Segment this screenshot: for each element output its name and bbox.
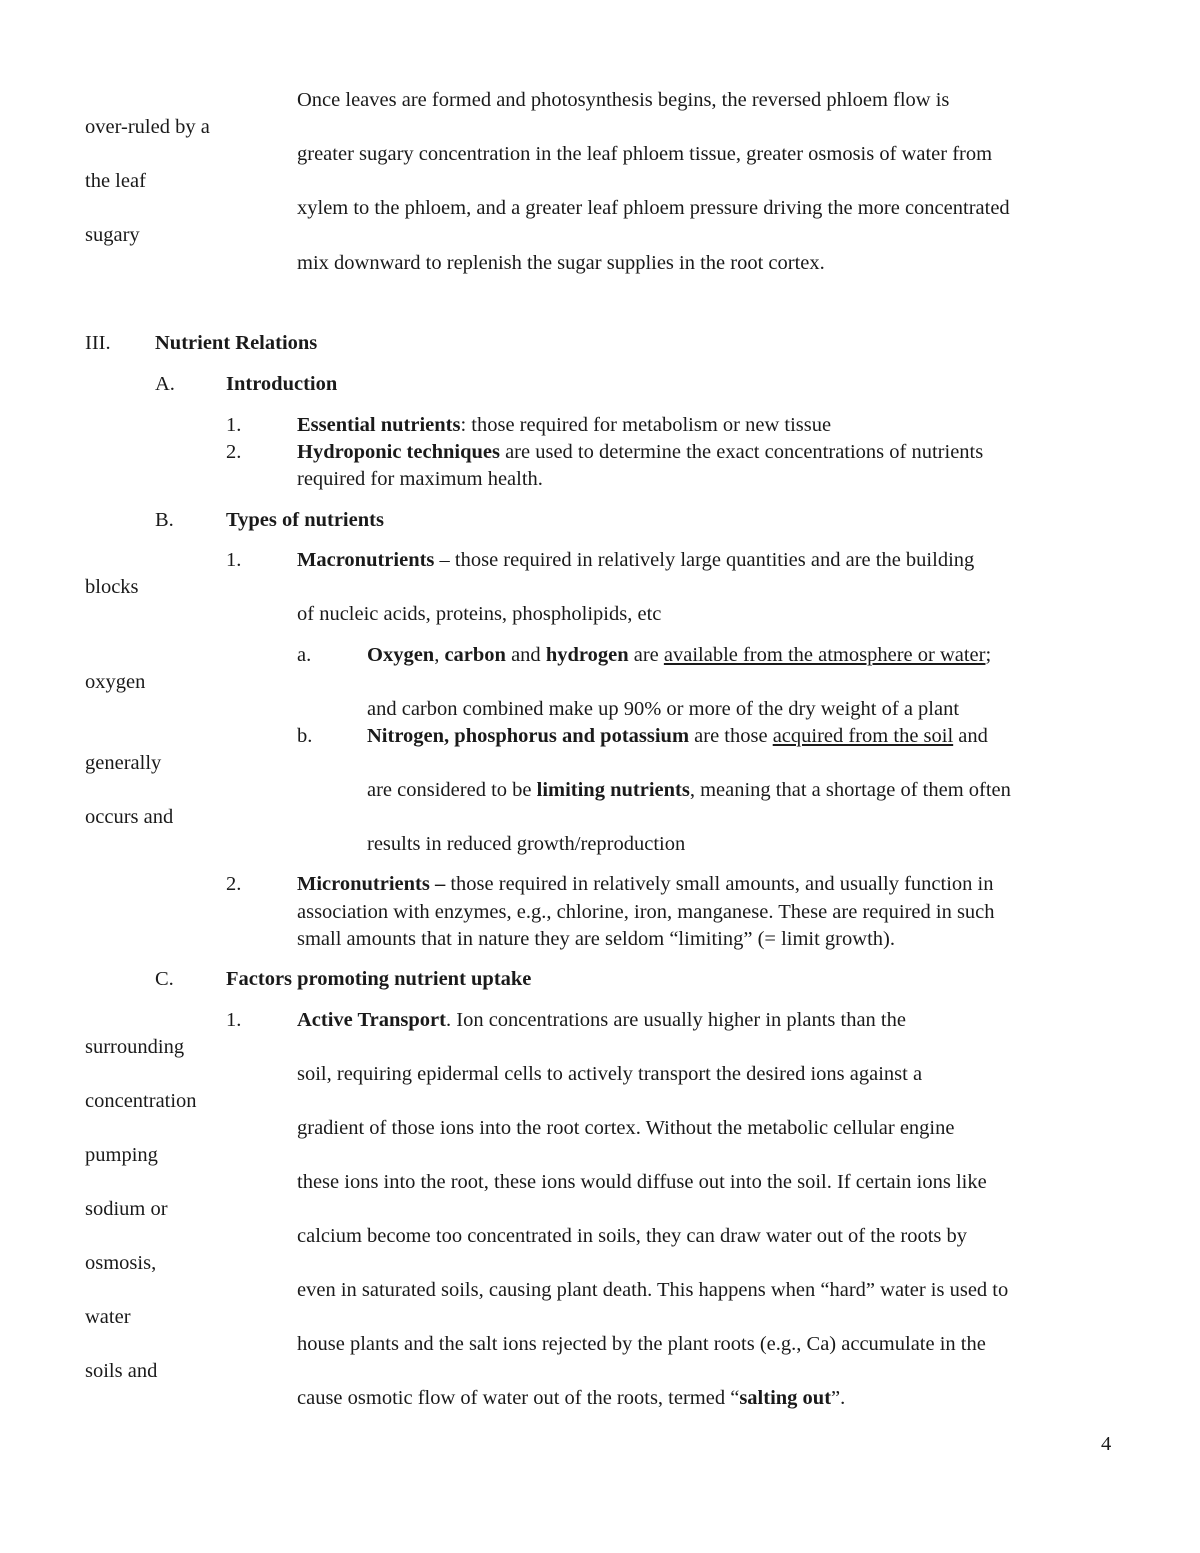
top-line-3: xylem to the phloem, and a greater leaf phloem pressure driving the more concentrated: [297, 197, 1010, 219]
list-item: Micronutrients – those required in relatively small amounts, and usually function in: [297, 873, 994, 895]
margin-fragment: sodium or: [85, 1198, 168, 1220]
margin-fragment: soils and: [85, 1360, 158, 1382]
margin-fragment: blocks: [85, 576, 139, 598]
page-number: 4: [1101, 1433, 1112, 1455]
subsection-letter: A.: [155, 373, 175, 395]
list-item-continuation: gradient of those ions into the root cortex. Without the metabolic cellular engine: [297, 1117, 955, 1139]
margin-fragment: occurs and: [85, 806, 174, 828]
list-item-continuation: house plants and the salt ions rejected by the plant roots (e.g., Ca) accumulate in the: [297, 1333, 986, 1355]
sub-item-continuation: are considered to be limiting nutrients, meaning that a shortage of them often: [367, 779, 1011, 801]
sub-item: Oxygen, carbon and hydrogen are available from the atmosphere or water;: [367, 644, 992, 666]
item-number: 2.: [226, 441, 242, 463]
list-item-continuation: soil, requiring epidermal cells to actively transport the desired ions against a: [297, 1063, 923, 1085]
list-item-continuation: association with enzymes, e.g., chlorine, iron, manganese. These are required in such: [297, 901, 995, 923]
list-item-continuation: calcium become too concentrated in soils, they can draw water out of the roots by: [297, 1225, 968, 1247]
sub-item-letter: b.: [297, 725, 313, 747]
list-item-continuation: even in saturated soils, causing plant death. This happens when “hard” water is used to: [297, 1279, 1009, 1301]
margin-fragment: generally: [85, 752, 162, 774]
margin-fragment: sugary: [85, 224, 140, 246]
section-title: Nutrient Relations: [155, 332, 318, 354]
top-line-1: Once leaves are formed and photosynthesis begins, the reversed phloem flow is: [297, 89, 950, 111]
subsection-title: Factors promoting nutrient uptake: [226, 968, 532, 990]
sub-item-letter: a.: [297, 644, 312, 666]
margin-fragment: over-ruled by a: [85, 116, 210, 138]
margin-fragment: concentration: [85, 1090, 197, 1112]
margin-fragment: osmosis,: [85, 1252, 157, 1274]
list-item: Active Transport. Ion concentrations are usually higher in plants than the: [297, 1009, 906, 1031]
margin-fragment: surrounding: [85, 1036, 185, 1058]
subsection-title: Types of nutrients: [226, 509, 384, 531]
margin-fragment: pumping: [85, 1144, 158, 1166]
margin-fragment: oxygen: [85, 671, 146, 693]
item-number: 1.: [226, 549, 242, 571]
item-number: 2.: [226, 873, 242, 895]
item-number: 1.: [226, 414, 242, 436]
list-item-continuation: of nucleic acids, proteins, phospholipids, etc: [297, 603, 662, 625]
sub-item-continuation: results in reduced growth/reproduction: [367, 833, 686, 855]
top-line-2: greater sugary concentration in the leaf phloem tissue, greater osmosis of water from: [297, 143, 993, 165]
list-item: Macronutrients – those required in relatively large quantities and are the building: [297, 549, 975, 571]
section-number: III.: [85, 332, 111, 354]
list-item: Hydroponic techniques are used to determine the exact concentrations of nutrients: [297, 441, 984, 463]
sub-item-continuation: and carbon combined make up 90% or more of the dry weight of a plant: [367, 698, 960, 720]
top-line-4: mix downward to replenish the sugar supplies in the root cortex.: [297, 252, 825, 274]
subsection-letter: B.: [155, 509, 174, 531]
subsection-title: Introduction: [226, 373, 338, 395]
sub-item: Nitrogen, phosphorus and potassium are those acquired from the soil and: [367, 725, 988, 747]
list-item-continuation: small amounts that in nature they are seldom “limiting” (= limit growth).: [297, 928, 895, 950]
item-number: 1.: [226, 1009, 242, 1031]
list-item-continuation: cause osmotic flow of water out of the roots, termed “salting out”.: [297, 1387, 846, 1409]
margin-fragment: water: [85, 1306, 131, 1328]
list-item-continuation: these ions into the root, these ions would diffuse out into the soil. If certain ions like: [297, 1171, 987, 1193]
list-item-continuation: required for maximum health.: [297, 468, 543, 490]
subsection-letter: C.: [155, 968, 174, 990]
list-item: Essential nutrients: those required for metabolism or new tissue: [297, 414, 832, 436]
margin-fragment: the leaf: [85, 170, 146, 192]
